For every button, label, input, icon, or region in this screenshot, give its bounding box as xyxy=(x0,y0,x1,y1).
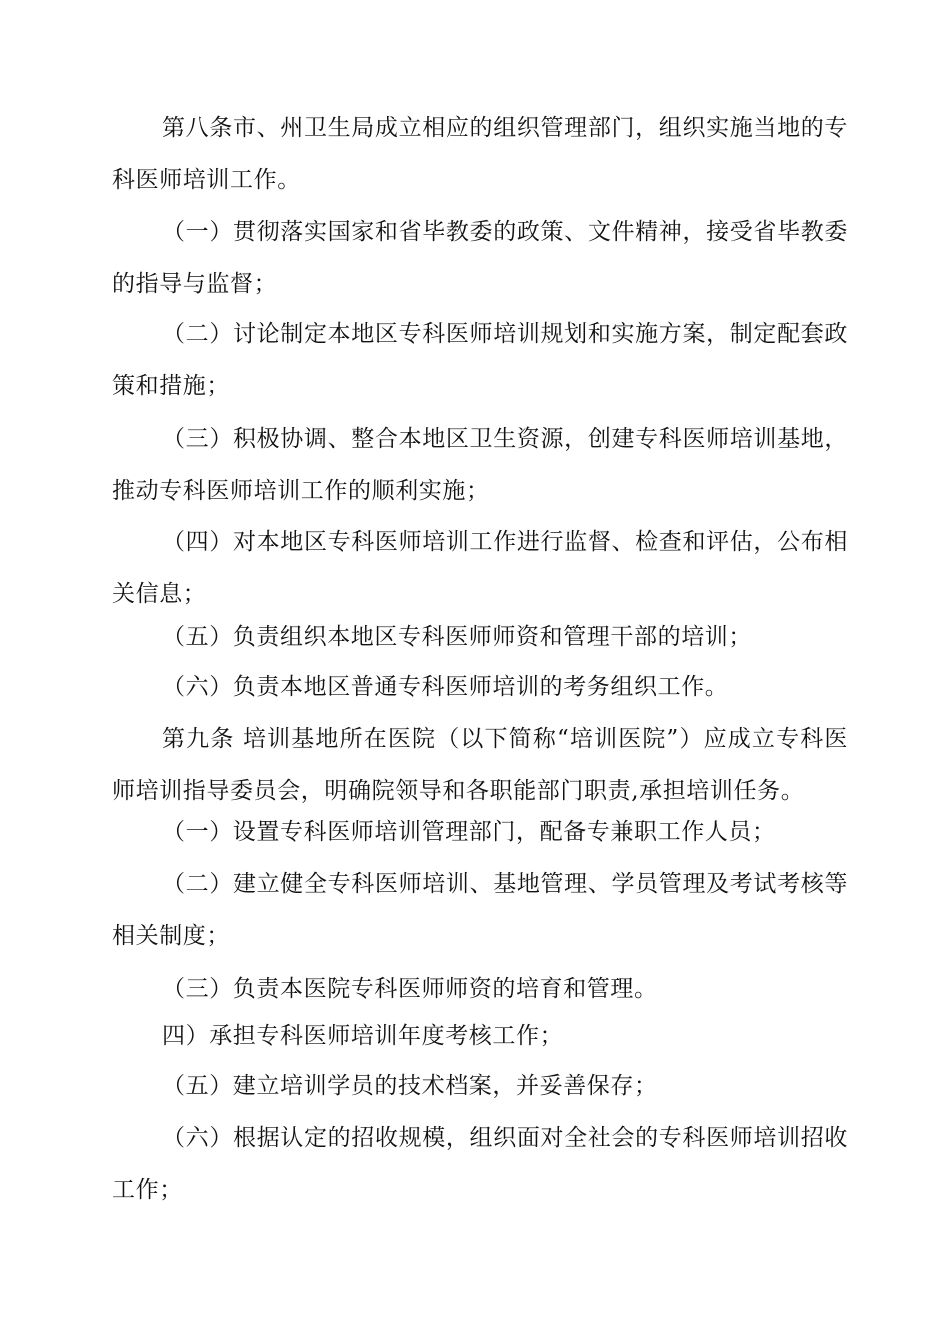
paragraph-article-8-item-4: （四）对本地区专科医师培训工作进行监督、检查和评估，公布相关信息； xyxy=(112,529,848,607)
paragraph-article-8-item-3: （三）积极协调、整合本地区卫生资源，创建专科医师培训基地，推动专科医师培训工作的顺利实施； xyxy=(112,426,848,504)
paragraph-article-9-item-3: （三）负责本医院专科医师师资的培育和管理。 xyxy=(162,976,658,1002)
paragraph-article-9-item-4: 四）承担专科医师培训年度考核工作； xyxy=(162,1023,564,1049)
paragraph-article-9-item-2: （二）建立健全专科医师培训、基地管理、学员管理及考试考核等相关制度； xyxy=(112,871,848,949)
paragraph-article-8-item-2: （二）讨论制定本地区专科医师培训规划和实施方案，制定配套政策和措施； xyxy=(112,321,848,399)
paragraph-article-8: 第八条市、州卫生局成立相应的组织管理部门，组织实施当地的专科医师培训工作。 xyxy=(112,115,848,193)
paragraph-article-9: 第九条 培训基地所在医院（以下简称“培训医院”）应成立专科医师培训指导委员会，明确院领导和各职能部门职责,承担培训任务。 xyxy=(112,726,848,804)
paragraph-article-9-item-1: （一）设置专科医师培训管理部门，配备专兼职工作人员； xyxy=(162,819,776,845)
paragraph-article-8-item-5: （五）负责组织本地区专科医师师资和管理干部的培训； xyxy=(162,624,752,650)
paragraph-article-9-item-6: （六）根据认定的招收规模，组织面对全社会的专科医师培训招收工作； xyxy=(112,1125,848,1203)
paragraph-article-8-item-1: （一）贯彻落实国家和省毕教委的政策、文件精神，接受省毕教委的指导与监督； xyxy=(112,219,848,297)
paragraph-article-8-item-6: （六）负责本地区普通专科医师培训的考务组织工作。 xyxy=(162,674,729,700)
paragraph-article-9-item-5: （五）建立培训学员的技术档案，并妥善保存； xyxy=(162,1073,658,1099)
